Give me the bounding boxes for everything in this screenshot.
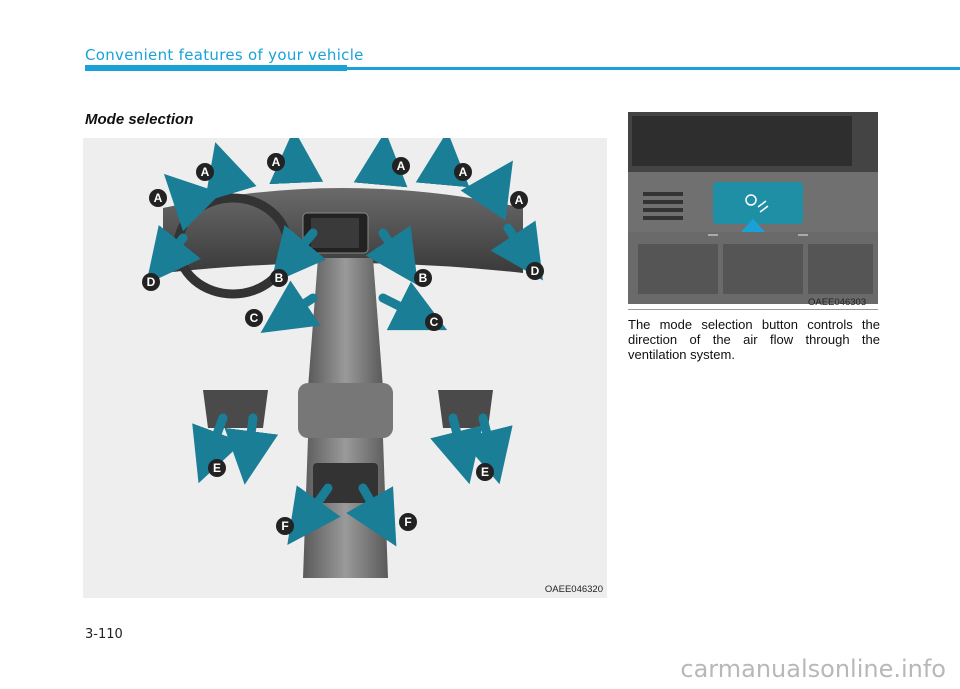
zone-label-d2 (526, 262, 544, 280)
zone-label-e1 (208, 459, 226, 477)
svg-text:A: A (396, 159, 406, 173)
svg-text:A: A (514, 193, 524, 207)
airflow-diagram-illustration (83, 138, 607, 598)
zone-label-f1 (276, 517, 294, 535)
zone-label-c2 (425, 313, 443, 331)
svg-text:C: C (249, 311, 259, 325)
svg-text:F: F (404, 515, 412, 529)
svg-text:B: B (418, 271, 428, 285)
airflow-diagram (83, 138, 607, 598)
svg-text:D: D (530, 264, 540, 278)
zone-label-a1 (196, 163, 214, 181)
zone-label-a2 (267, 153, 285, 171)
svg-text:A: A (271, 155, 281, 169)
side-figure-rule (628, 309, 878, 310)
zone-label-f2 (399, 513, 417, 531)
side-figure-code: OAEE046303 (808, 297, 867, 308)
display-bezel (632, 116, 852, 166)
svg-text:A: A (200, 165, 210, 179)
mode-button-photo (628, 112, 878, 304)
body-paragraph: The mode selection button controls the direction of the air flow through the ventilation system. (628, 317, 880, 362)
svg-text:C: C (429, 315, 439, 329)
svg-text:D: D (146, 275, 156, 289)
svg-text:F: F (281, 519, 289, 533)
svg-text:A: A (458, 165, 468, 179)
svg-text:B: B (274, 271, 284, 285)
zone-label-a3 (392, 157, 410, 175)
header-title: Convenient features of your vehicle (85, 46, 364, 64)
page-number: 3-110 (85, 627, 123, 642)
header-rule-accent (85, 65, 347, 71)
zone-label-a4 (454, 163, 472, 181)
left-floor-vent (203, 390, 268, 428)
svg-text:E: E (212, 461, 222, 475)
zone-label-c1 (245, 309, 263, 327)
zone-label-d1 (142, 273, 160, 291)
zone-label-b1 (270, 269, 288, 287)
mode-button-illustration (628, 112, 878, 304)
svg-text:A: A (153, 191, 163, 205)
svg-text:E: E (480, 465, 490, 479)
zone-label-a5 (149, 189, 167, 207)
zone-label-b2 (414, 269, 432, 287)
center-console (308, 258, 383, 388)
mode-button (713, 182, 803, 224)
section-title: Mode selection (85, 111, 194, 128)
zone-label-e2 (476, 463, 494, 481)
figure-code: OAEE046320 (544, 584, 603, 595)
armrest (298, 383, 393, 438)
zone-label-a6 (510, 191, 528, 209)
watermark: carmanualsonline.info (680, 655, 946, 683)
